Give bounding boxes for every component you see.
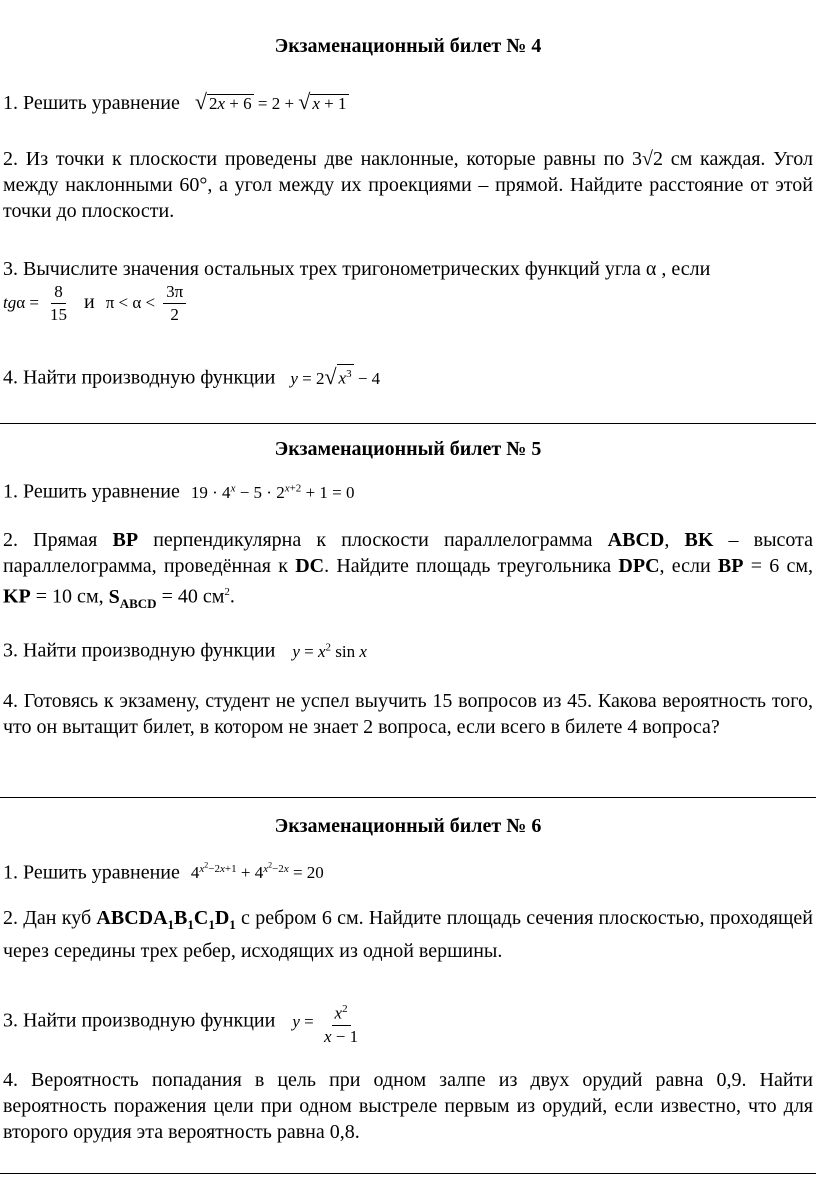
ticket-5-question-2: 2. Прямая BP перпендикулярна к плоскости параллелограмма ABCD, BK – высота параллелограмма, проведённая к DC. Найдите площадь треугольника DPC, если BP = 6 см, KP = 10 см, $S_{ABCD} = 40$ $см^2$.	[3, 529, 814, 611]
ticket-5-q1-formula: $19 \cdot 4^x - 5 \cdot 2^{x+2} + 1 = 0$	[190, 482, 355, 502]
ticket-4-q3-formula: tgα = $\frac{8}{15}$ и π < α < $\frac{3\pi}{2}$	[3, 281, 189, 326]
ticket-6-q3-formula: y = $\frac{x^2}{x - 1}$	[292, 1012, 364, 1031]
ticket-4-question-1: 1. Решить уравнение √ 2x + 6 = 2 + √ x + 1	[3, 89, 347, 114]
ticket-6-question-3: 3. Найти производную функции y = $\frac{x^2}{x - 1}$	[3, 998, 364, 1048]
ticket-5-title: Экзаменационный билет № 5	[274, 438, 542, 460]
ticket-6-q1-formula: $4^{x^2-2x+1} + 4^{x^2-2x} = 20$	[190, 860, 324, 883]
ticket-4-q4-formula: y = 2√ $x^3 - 4$	[290, 363, 381, 389]
ticket-6-question-4: 4. Вероятность попадания в цель при одном залпе из двух орудий равна 0,9. Найти вероятность поражения цели при одном выстреле первым из орудий, если известно, что для второго орудия эта вероятность равна 0,8.	[3, 1069, 813, 1143]
ticket-5-question-1: 1. Решить уравнение $19 \cdot 4^x - 5 \cdot 2^{x+2} + 1 = 0$	[3, 480, 355, 503]
ticket-5-question-3: 3. Найти производную функции $y = x^2$ sin x	[3, 639, 367, 662]
ticket-6-question-2: 2. Дан куб $ABCDA_1B_1C_1D_1$ с ребром 6 см. Найдите площадь сечения плоскостью, проходящей через середины трех ребер, исходящих из одной вершины.	[3, 907, 813, 962]
ticket-4-question-2: 2. Из точки к плоскости проведены две наклонные, которые равны по 3√2 см каждая. Угол между наклонными 60°, а угол между их проекциями – прямой. Найдите расстояние от этой точки до плоскости.	[3, 148, 813, 222]
divider	[0, 423, 816, 424]
ticket-4-question-3: 3. Вычислите значения остальных трех тригонометрических функций угла α , если	[3, 258, 711, 280]
ticket-6-title: Экзаменационный билет № 6	[274, 815, 542, 837]
divider	[0, 797, 816, 798]
divider	[0, 1173, 816, 1174]
ticket-4-question-4: 4. Найти производную функции y = 2√ $x^3 - 4$	[3, 363, 381, 389]
ticket-4-title: Экзаменационный билет № 4	[274, 35, 542, 57]
ticket-5-question-4: 4. Готовясь к экзамену, студент не успел выучить 15 вопросов из 45. Какова вероятность того, что он вытащит билет, в котором не знает 2 вопроса, если всего в билете 4 вопроса?	[3, 690, 813, 738]
ticket-5-q3-formula: $y = x^2$ sin x	[292, 641, 367, 661]
ticket-6-question-1: 1. Решить уравнение $4^{x^2-2x+1} + 4^{x^2-2x} = 20$	[3, 860, 324, 884]
ticket-4-q1-formula: √ 2x + 6 = 2 + √ x + 1	[194, 89, 347, 114]
